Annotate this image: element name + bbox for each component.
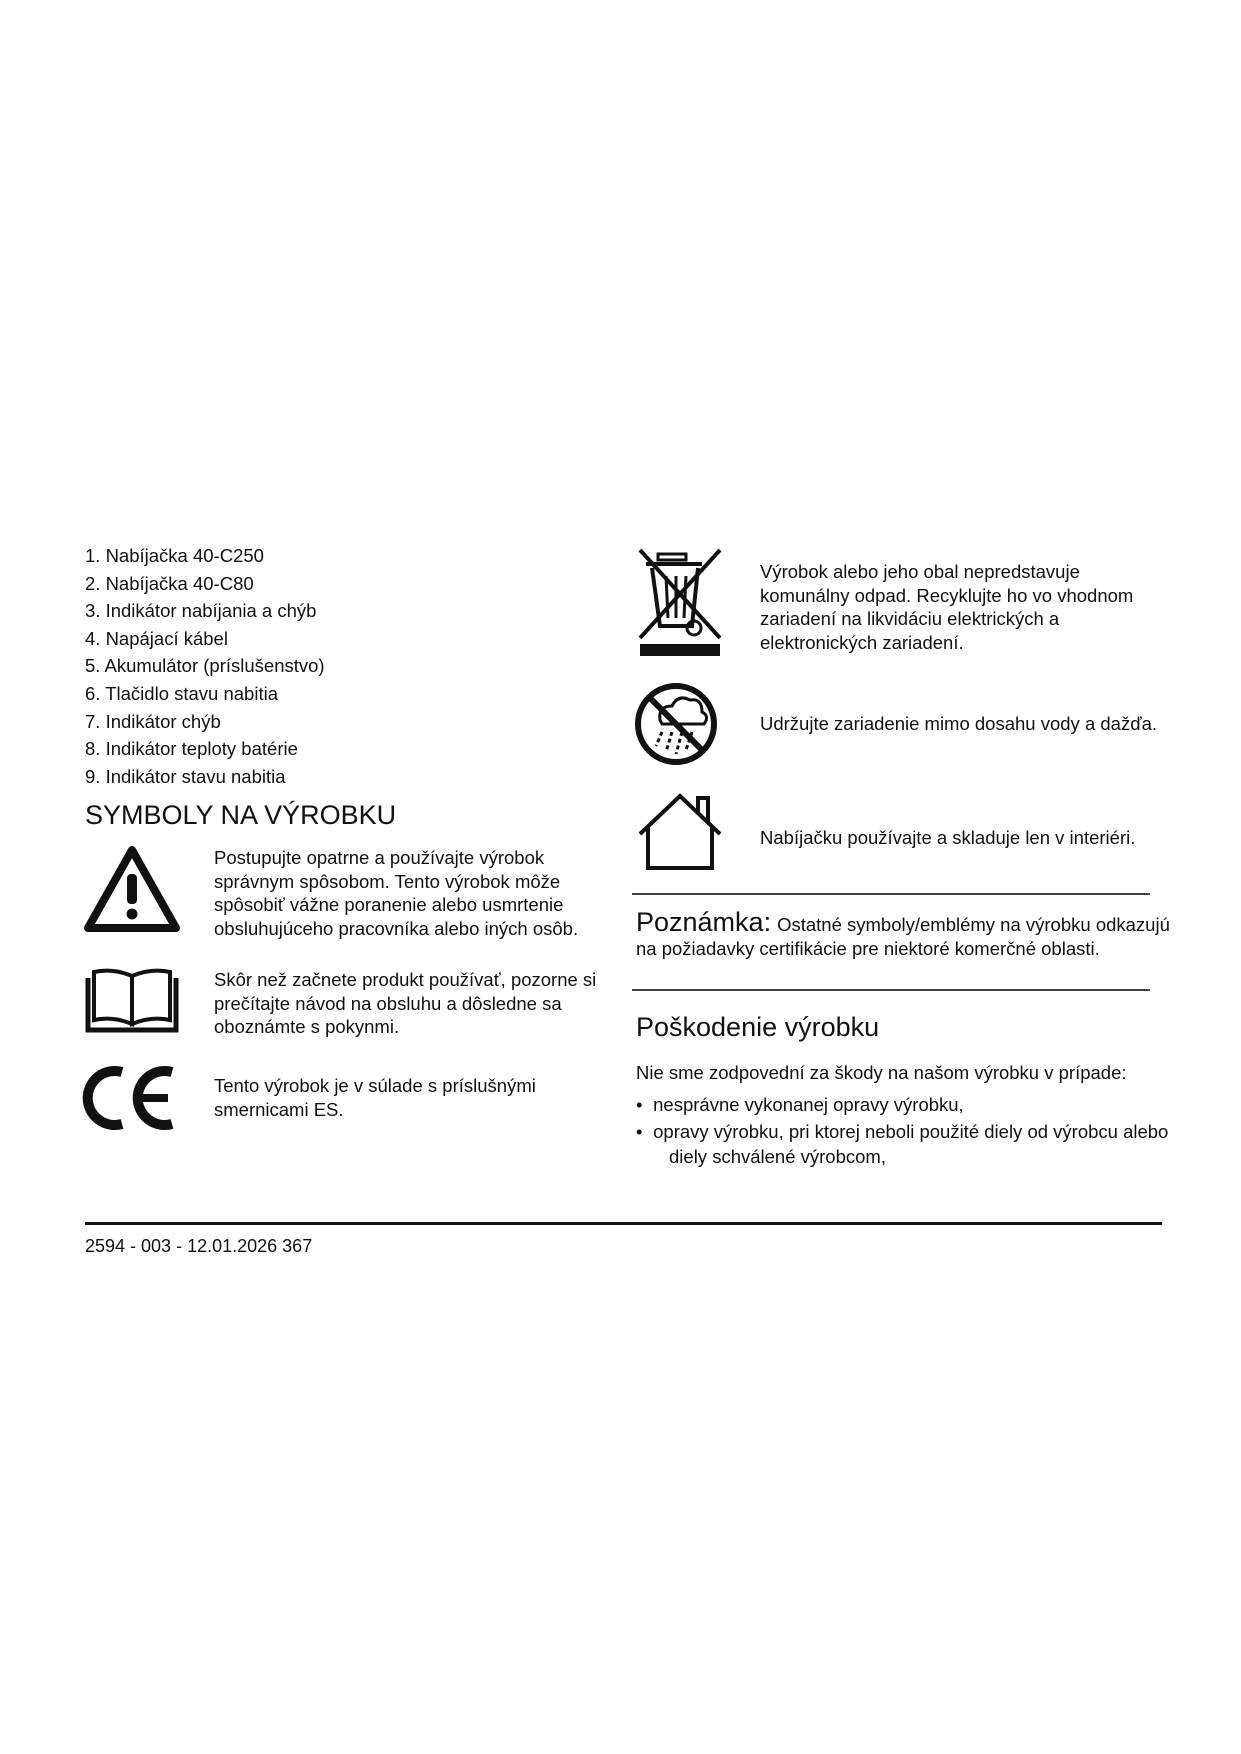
footer [85,1236,312,1257]
list-item: 5. Akumulátor (príslušenstvo) [85,655,325,677]
list-item: 7. Indikátor chýb [85,710,221,732]
list-item: 1. Nabíjačka 40-C250 [85,545,264,566]
list-item: 9. Indikátor stavu nabitia [85,765,286,787]
page-number: 367 [282,1236,313,1256]
parts-list [85,542,325,790]
list-item: 4. Napájací kábel [85,627,228,649]
footer-divider [85,1222,1162,1225]
note-bottom-divider [632,989,1150,991]
symbol-warning-text: Postupujte opatrne a používajte výrobok správnym spôsobom. Tento výrobok môže spôsobiť vážne poranenie alebo usmrtenie obsluhujúceho pracovníka alebo iných osôb. [214,847,579,939]
note-paragraph [636,907,1176,961]
symbols-heading: SYMBOLY NA VÝROBKU [85,800,397,830]
symbol-ce-text: Tento výrobok je v súlade s príslušnými smernicami ES. [214,1075,536,1120]
bullet-text: opravy výrobku, pri ktorej neboli použité diely od výrobcu alebo diely schválené výrobcom, [653,1121,1169,1167]
list-item: 3. Indikátor nabíjania a chýb [85,600,317,622]
house-icon [632,790,728,872]
symbol-bin-text: Výrobok alebo jeho obal nepredstavuje komunálny odpad. Recyklujte ho vo vhodnom zariadení na likvidáciu elektrických a elektronických zariadení. [760,561,1134,653]
no-rain-icon [632,680,720,768]
symbol-house-text: Nabíjačku používajte a skladuje len v interiéri. [760,827,1136,848]
list-item: • opravy výrobku, pri ktorej neboli použité diely od výrobcu alebo diely schválené výrobcom, [636,1121,1169,1167]
list-item: 6. Tlačidlo stavu nabitia [85,682,278,704]
list-item: 8. Indikátor teploty batérie [85,738,298,760]
bullet-text: nesprávne vykonanej opravy výrobku, [653,1094,964,1115]
list-item: • nesprávne vykonanej opravy výrobku, [636,1094,964,1115]
footer-code: 2594 - 003 - 12.01.2026 [85,1236,278,1256]
symbol-rain-text: Udržujte zariadenie mimo dosahu vody a dažďa. [760,713,1158,734]
note-top-divider [632,893,1150,895]
manual-book-icon [83,966,181,1038]
crossed-bin-icon [636,546,724,658]
symbol-manual-text: Skôr než začnete produkt používať, pozorne si prečítajte návod na obsluhu a dôsledne sa oboznámte s pokynmi. [214,969,597,1037]
list-item: 2. Nabíjačka 40-C80 [85,572,254,594]
damage-bullets [636,1092,1176,1171]
damage-intro: Nie sme zodpovední za škody na našom výrobku v prípade: [636,1062,1127,1083]
damage-heading: Poškodenie výrobku [636,1012,880,1042]
ce-mark-icon [80,1062,182,1134]
note-label: Poznámka: [636,907,772,937]
note-text: Ostatné symboly/emblémy na výrobku odkazujú na požiadavky certifikácie pre niektoré komerčné oblasti. [636,914,1170,959]
warning-triangle-icon [83,844,181,934]
